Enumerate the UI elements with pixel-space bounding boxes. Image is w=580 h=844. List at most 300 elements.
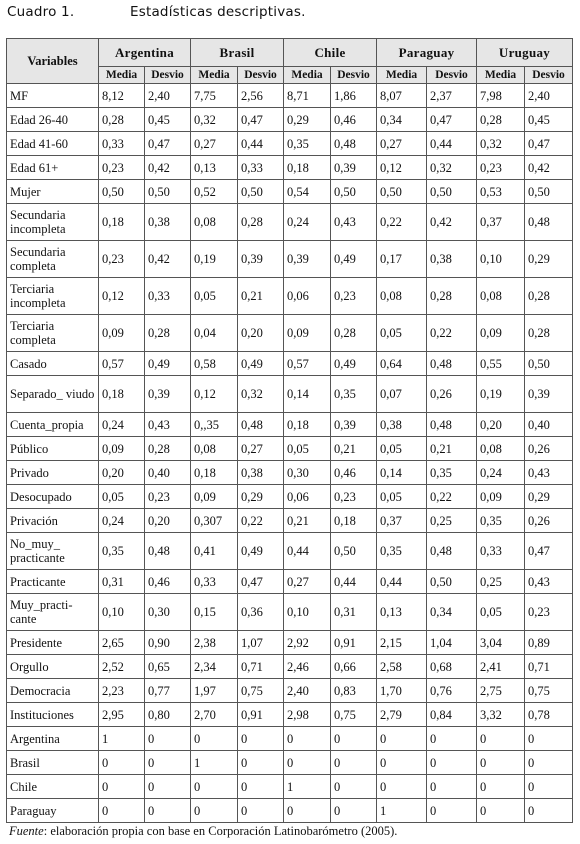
row-label: Paraguay	[7, 799, 99, 823]
media-value: 2,52	[99, 655, 145, 679]
desvio-header: Desvio	[331, 67, 377, 84]
row-label: Brasil	[7, 751, 99, 775]
media-value: 0,57	[99, 352, 145, 376]
media-value: 0,09	[477, 315, 525, 352]
media-value: 0,05	[477, 594, 525, 631]
media-value: 2,46	[284, 655, 331, 679]
desvio-value: 0,38	[145, 204, 191, 241]
desvio-value: 0,49	[331, 352, 377, 376]
desvio-value: 0,43	[331, 204, 377, 241]
media-value: 0,06	[284, 485, 331, 509]
row-label: No_muy_ practicante	[7, 533, 99, 570]
table-footer	[9, 824, 569, 839]
table-row	[7, 751, 573, 775]
desvio-value: 0,48	[427, 413, 477, 437]
desvio-value: 0,83	[331, 679, 377, 703]
media-value: 0,10	[477, 241, 525, 278]
desvio-value: 0	[525, 751, 573, 775]
desvio-value: 0,71	[238, 655, 284, 679]
media-value: 0,24	[477, 461, 525, 485]
row-label: Casado	[7, 352, 99, 376]
table-row	[7, 679, 573, 703]
media-value: 0,35	[99, 533, 145, 570]
media-value: 0,09	[99, 315, 145, 352]
media-value: 0,10	[99, 594, 145, 631]
desvio-value: 0	[427, 727, 477, 751]
row-label: Privación	[7, 509, 99, 533]
media-value: 0	[477, 727, 525, 751]
country-header: Chile	[284, 39, 377, 67]
desvio-value: 0	[238, 751, 284, 775]
desvio-value: 0,48	[427, 352, 477, 376]
desvio-value: 0,28	[525, 278, 573, 315]
desvio-value: 0,28	[145, 437, 191, 461]
desvio-value: 0,75	[525, 679, 573, 703]
desvio-value: 0	[145, 751, 191, 775]
row-label: Desocupado	[7, 485, 99, 509]
desvio-value: 0,39	[238, 241, 284, 278]
desvio-value: 0,77	[145, 679, 191, 703]
desvio-value: 1,04	[427, 631, 477, 655]
country-header: Argentina	[99, 39, 191, 67]
table-row	[7, 509, 573, 533]
desvio-header: Desvio	[525, 67, 573, 84]
row-label: Argentina	[7, 727, 99, 751]
media-value: 0,33	[99, 132, 145, 156]
media-value: 7,98	[477, 84, 525, 108]
source-label: Fuente	[9, 824, 44, 838]
desvio-value: 0	[427, 751, 477, 775]
desvio-value: 0,43	[145, 413, 191, 437]
media-value: 0,20	[477, 413, 525, 437]
media-value: 0,32	[191, 108, 238, 132]
media-value: 2,41	[477, 655, 525, 679]
media-value: 2,38	[191, 631, 238, 655]
desvio-value: 0,46	[331, 461, 377, 485]
desvio-value: 0,28	[145, 315, 191, 352]
desvio-value: 0,46	[145, 570, 191, 594]
desvio-value: 0,71	[525, 655, 573, 679]
desvio-value: 0,50	[525, 180, 573, 204]
media-header: Media	[477, 67, 525, 84]
table-row	[7, 180, 573, 204]
desvio-value: 0,26	[525, 509, 573, 533]
media-value: 0,20	[99, 461, 145, 485]
media-value: 0,28	[477, 108, 525, 132]
desvio-value: 0,47	[238, 570, 284, 594]
desvio-value: 0,78	[525, 703, 573, 727]
desvio-value: 0,21	[331, 437, 377, 461]
table-row	[7, 727, 573, 751]
media-value: 0,05	[284, 437, 331, 461]
media-value: 0,23	[477, 156, 525, 180]
table-body	[7, 84, 573, 823]
row-label: Cuenta_propia	[7, 413, 99, 437]
media-value: 0,04	[191, 315, 238, 352]
media-value: 0,08	[191, 204, 238, 241]
country-header: Paraguay	[377, 39, 477, 67]
desvio-value: 0	[331, 775, 377, 799]
media-value: 0,30	[284, 461, 331, 485]
row-label: Edad 41-60	[7, 132, 99, 156]
table-row	[7, 376, 573, 413]
row-label: Secundaria incompleta	[7, 204, 99, 241]
desvio-value: 0,29	[525, 241, 573, 278]
media-value: 0,12	[377, 156, 427, 180]
table-row	[7, 108, 573, 132]
media-value: 0,35	[377, 533, 427, 570]
country-header: Uruguay	[477, 39, 573, 67]
table-row	[7, 775, 573, 799]
desvio-value: 0,44	[331, 570, 377, 594]
table-row	[7, 437, 573, 461]
desvio-value: 0,43	[525, 570, 573, 594]
table-row	[7, 413, 573, 437]
desvio-value: 0,50	[427, 180, 477, 204]
media-value: 0,32	[477, 132, 525, 156]
media-value: 0,09	[284, 315, 331, 352]
table-row	[7, 533, 573, 570]
desvio-header: Desvio	[145, 67, 191, 84]
desvio-value: 0,47	[525, 533, 573, 570]
desvio-value: 0,23	[525, 594, 573, 631]
desvio-value: 0	[331, 727, 377, 751]
media-value: 0,33	[477, 533, 525, 570]
media-value: 2,75	[477, 679, 525, 703]
media-value: 0,35	[284, 132, 331, 156]
media-value: 0,53	[477, 180, 525, 204]
table-row	[7, 485, 573, 509]
desvio-value: 0,90	[145, 631, 191, 655]
media-value: 0,44	[284, 533, 331, 570]
media-value: 0,05	[99, 485, 145, 509]
desvio-value: 0,46	[331, 108, 377, 132]
desvio-value: 0,50	[525, 352, 573, 376]
row-label: Privado	[7, 461, 99, 485]
media-value: 0,307	[191, 509, 238, 533]
desvio-value: 0,80	[145, 703, 191, 727]
media-value: 0,14	[377, 461, 427, 485]
media-value: 0,27	[191, 132, 238, 156]
media-value: 0	[377, 775, 427, 799]
media-value: 2,79	[377, 703, 427, 727]
desvio-value: 0,50	[238, 180, 284, 204]
media-value: 0,06	[284, 278, 331, 315]
desvio-value: 0,33	[238, 156, 284, 180]
desvio-value: 0,39	[145, 376, 191, 413]
desvio-value: 0,32	[238, 376, 284, 413]
row-label: Edad 61+	[7, 156, 99, 180]
row-label: Presidente	[7, 631, 99, 655]
desvio-value: 0,42	[145, 156, 191, 180]
desvio-value: 0	[427, 799, 477, 823]
desvio-value: 0,47	[525, 132, 573, 156]
desvio-value: 0,30	[145, 594, 191, 631]
desvio-value: 0	[238, 775, 284, 799]
row-label: Muy_practi- cante	[7, 594, 99, 631]
media-value: 2,70	[191, 703, 238, 727]
media-value: 3,32	[477, 703, 525, 727]
desvio-value: 0,48	[331, 132, 377, 156]
desvio-value: 0	[331, 751, 377, 775]
media-value: 0,19	[191, 241, 238, 278]
media-value: 0,09	[477, 485, 525, 509]
media-value: 0	[99, 799, 145, 823]
desvio-value: 0,25	[427, 509, 477, 533]
desvio-value: 0,38	[238, 461, 284, 485]
media-value: 0,52	[191, 180, 238, 204]
desvio-value: 0,22	[427, 315, 477, 352]
country-header: Brasil	[191, 39, 284, 67]
media-value: 0,15	[191, 594, 238, 631]
table-row	[7, 594, 573, 631]
row-label: Practicante	[7, 570, 99, 594]
descriptive-stats-table	[6, 38, 573, 823]
media-value: 0,37	[477, 204, 525, 241]
media-value: 0,17	[377, 241, 427, 278]
row-label: Secundaria completa	[7, 241, 99, 278]
media-value: 0,58	[191, 352, 238, 376]
desvio-value: 0,20	[238, 315, 284, 352]
row-label: Edad 26-40	[7, 108, 99, 132]
table-row	[7, 156, 573, 180]
desvio-value: 0,91	[331, 631, 377, 655]
media-value: 0,05	[377, 485, 427, 509]
media-value: 2,95	[99, 703, 145, 727]
media-value: 0,08	[477, 278, 525, 315]
row-label: Democracia	[7, 679, 99, 703]
desvio-value: 0,29	[238, 485, 284, 509]
country-header-row	[7, 39, 573, 67]
desvio-value: 0,23	[145, 485, 191, 509]
desvio-value: 0	[525, 727, 573, 751]
desvio-value: 0,40	[145, 461, 191, 485]
media-value: 0,28	[99, 108, 145, 132]
table-row	[7, 315, 573, 352]
media-value: 0	[284, 727, 331, 751]
media-value: 0	[284, 799, 331, 823]
desvio-value: 0,84	[427, 703, 477, 727]
media-value: 0	[377, 727, 427, 751]
desvio-value: 0,22	[427, 485, 477, 509]
desvio-value: 0,89	[525, 631, 573, 655]
row-label: Terciaria incompleta	[7, 278, 99, 315]
desvio-value: 0,35	[331, 376, 377, 413]
media-value: 0,23	[99, 241, 145, 278]
media-value: 0,33	[191, 570, 238, 594]
media-value: 0,29	[284, 108, 331, 132]
row-label: Separado_ viudo	[7, 376, 99, 413]
table-row	[7, 631, 573, 655]
media-value: 0	[477, 799, 525, 823]
table-row	[7, 132, 573, 156]
media-value: 0,19	[477, 376, 525, 413]
media-value: 1,70	[377, 679, 427, 703]
media-value: 0	[377, 751, 427, 775]
caption-number: Cuadro 1.	[7, 4, 75, 20]
media-value: 0,38	[377, 413, 427, 437]
desvio-value: 0,23	[331, 278, 377, 315]
media-value: 0,50	[377, 180, 427, 204]
row-label: Orgullo	[7, 655, 99, 679]
desvio-value: 0,28	[238, 204, 284, 241]
media-value: 2,65	[99, 631, 145, 655]
media-value: 0,55	[477, 352, 525, 376]
desvio-value: 0,50	[145, 180, 191, 204]
desvio-value: 2,40	[525, 84, 573, 108]
media-value: 0,08	[477, 437, 525, 461]
desvio-value: 0,47	[145, 132, 191, 156]
desvio-value: 0,32	[427, 156, 477, 180]
media-value: 0,05	[377, 437, 427, 461]
media-value: 0,50	[99, 180, 145, 204]
desvio-value: 0,26	[427, 376, 477, 413]
desvio-value: 0,65	[145, 655, 191, 679]
media-value: 8,71	[284, 84, 331, 108]
row-label: Público	[7, 437, 99, 461]
media-value: 0,24	[99, 509, 145, 533]
desvio-value: 0	[238, 799, 284, 823]
desvio-value: 0,28	[331, 315, 377, 352]
media-value: 0,05	[377, 315, 427, 352]
media-value: 1	[377, 799, 427, 823]
media-value: 0,22	[377, 204, 427, 241]
media-value: 1	[284, 775, 331, 799]
desvio-value: 0,29	[525, 485, 573, 509]
media-value: 0,13	[191, 156, 238, 180]
desvio-value: 0,26	[525, 437, 573, 461]
media-value: 0,05	[191, 278, 238, 315]
desvio-value: 0,50	[331, 533, 377, 570]
desvio-value: 0,39	[331, 156, 377, 180]
desvio-value: 0,35	[427, 461, 477, 485]
desvio-value: 2,56	[238, 84, 284, 108]
media-value: 0	[477, 751, 525, 775]
desvio-value: 0	[145, 775, 191, 799]
media-value: 0,07	[377, 376, 427, 413]
media-value: 0,64	[377, 352, 427, 376]
desvio-value: 0,48	[525, 204, 573, 241]
desvio-value: 0,44	[238, 132, 284, 156]
media-value: 0,12	[191, 376, 238, 413]
desvio-value: 0,27	[238, 437, 284, 461]
desvio-value: 0,50	[427, 570, 477, 594]
desvio-value: 0	[525, 799, 573, 823]
media-value: 0,44	[377, 570, 427, 594]
desvio-value: 0	[427, 775, 477, 799]
desvio-value: 0,44	[427, 132, 477, 156]
media-value: 2,92	[284, 631, 331, 655]
desvio-value: 0,43	[525, 461, 573, 485]
media-value: 0,18	[99, 204, 145, 241]
media-header: Media	[191, 67, 238, 84]
media-value: 0	[191, 775, 238, 799]
media-value: 2,15	[377, 631, 427, 655]
media-value: 0,57	[284, 352, 331, 376]
desvio-value: 0,49	[145, 352, 191, 376]
table-row	[7, 570, 573, 594]
desvio-header: Desvio	[238, 67, 284, 84]
media-value: 7,75	[191, 84, 238, 108]
desvio-header: Desvio	[427, 67, 477, 84]
media-value: 0,41	[191, 533, 238, 570]
desvio-value: 0,28	[525, 315, 573, 352]
desvio-value: 0,40	[525, 413, 573, 437]
media-value: 1	[191, 751, 238, 775]
source-text: : elaboración propia con base en Corporación Latinobarómetro (2005).	[43, 824, 398, 838]
desvio-value: 0,42	[525, 156, 573, 180]
desvio-value: 0,39	[331, 413, 377, 437]
media-value: 0,13	[377, 594, 427, 631]
media-header: Media	[377, 67, 427, 84]
desvio-value: 0,48	[427, 533, 477, 570]
media-value: 0,09	[99, 437, 145, 461]
caption-title: Estadísticas descriptivas.	[130, 4, 306, 20]
media-value: 0,35	[477, 509, 525, 533]
desvio-value: 0,48	[238, 413, 284, 437]
desvio-value: 0,48	[145, 533, 191, 570]
desvio-value: 0,33	[145, 278, 191, 315]
desvio-value: 0,39	[525, 376, 573, 413]
desvio-value: 0	[238, 727, 284, 751]
media-value: 3,04	[477, 631, 525, 655]
table-row	[7, 461, 573, 485]
media-value: 2,40	[284, 679, 331, 703]
media-value: 0,31	[99, 570, 145, 594]
media-value: 0,27	[377, 132, 427, 156]
table-row	[7, 241, 573, 278]
media-value: 0	[191, 799, 238, 823]
media-value: 1,97	[191, 679, 238, 703]
table-row	[7, 352, 573, 376]
desvio-value: 0,75	[331, 703, 377, 727]
desvio-value: 0	[331, 799, 377, 823]
media-value: 0,18	[99, 376, 145, 413]
media-value: 0	[477, 775, 525, 799]
variables-header: Variables	[7, 39, 99, 84]
desvio-value: 0,42	[427, 204, 477, 241]
desvio-value: 0,75	[238, 679, 284, 703]
media-value: 0,10	[284, 594, 331, 631]
media-header: Media	[99, 67, 145, 84]
media-value: 0	[191, 727, 238, 751]
row-label: Terciaria completa	[7, 315, 99, 352]
media-value: 0	[99, 751, 145, 775]
media-value: 0,23	[99, 156, 145, 180]
media-value: 0,25	[477, 570, 525, 594]
desvio-value: 0,66	[331, 655, 377, 679]
media-value: 0,21	[284, 509, 331, 533]
media-value: 0,18	[284, 413, 331, 437]
desvio-value: 1,07	[238, 631, 284, 655]
media-value: 0,54	[284, 180, 331, 204]
media-value: 0	[284, 751, 331, 775]
media-value: 2,98	[284, 703, 331, 727]
table-row	[7, 799, 573, 823]
table-row	[7, 655, 573, 679]
desvio-value: 0,49	[238, 352, 284, 376]
table-caption	[7, 4, 567, 24]
desvio-value: 2,40	[145, 84, 191, 108]
desvio-value: 1,86	[331, 84, 377, 108]
desvio-value: 0,34	[427, 594, 477, 631]
media-value: 2,23	[99, 679, 145, 703]
media-value: 0,14	[284, 376, 331, 413]
desvio-value: 0,47	[238, 108, 284, 132]
media-value: 0,18	[191, 461, 238, 485]
table-row	[7, 278, 573, 315]
desvio-value: 0,23	[331, 485, 377, 509]
